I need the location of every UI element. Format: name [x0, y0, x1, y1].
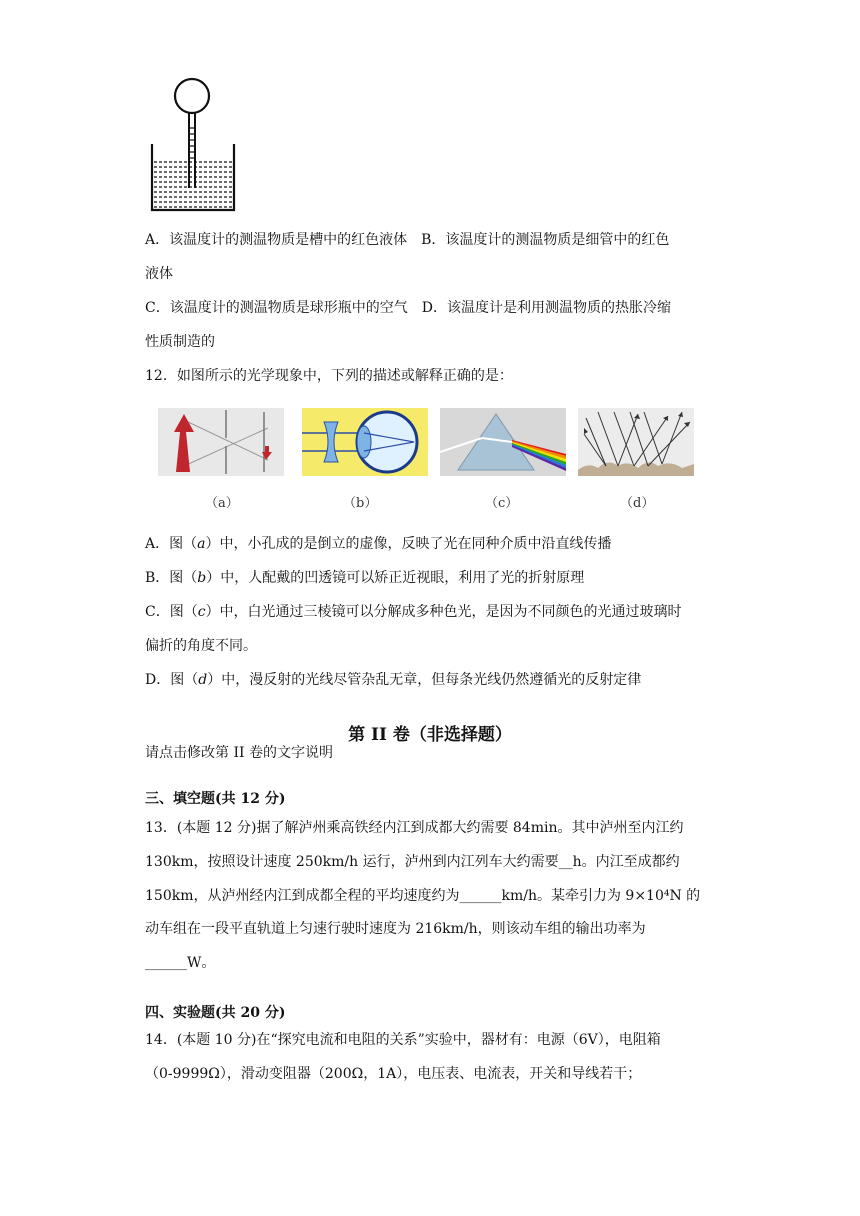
q13-line1: 13．(本题 12 分)据了解泸州乘高铁经内江到成都大约需要 84min。其中泸州至内江约: [145, 820, 684, 836]
q12-option-b: [145, 568, 584, 588]
q11-option-b: B．该温度计的测温物质是细管中的红色: [421, 232, 670, 248]
thermometer-figure: [148, 76, 240, 214]
figure-c-prism: [440, 408, 566, 476]
q14-line1: 14．(本题 10 分)在“探究电流和电阻的关系”实验中，器材有：电源（6V），电阻箱: [145, 1032, 661, 1048]
q12-option-c-pre: C．图（: [145, 604, 198, 620]
section4-heading: 四、实验题(共 20 分): [145, 1005, 286, 1021]
q12-option-d-pre: D．图（: [145, 672, 199, 688]
q11-options-cd: [145, 298, 671, 318]
q12-option-c-cont: 偏折的角度不同。: [145, 638, 257, 654]
q12-option-c-letter: c: [197, 604, 206, 620]
q12-option-d-post: ）中，漫反射的光线尽管杂乱无章，但每条光线仍然遵循光的反射定律: [207, 672, 642, 688]
q11-option-c: C．该温度计的测温物质是球形瓶中的空气: [145, 300, 408, 316]
q12-option-b-letter: b: [197, 570, 207, 586]
figure-a-pinhole: [158, 408, 284, 476]
q12-option-a-letter: a: [197, 536, 206, 552]
q14-line2: （0-9999Ω），滑动变阻器（200Ω，1A），电压表、电流表，开关和导线若干；: [145, 1066, 642, 1082]
part2-title: 第 II 卷（非选择题）: [348, 725, 512, 745]
q12-option-d: [145, 670, 641, 690]
q12-option-a: [145, 534, 611, 554]
caption-b: （b）: [343, 496, 378, 511]
figure-b-concave-lens-eye: [302, 408, 428, 476]
caption-c: （c）: [485, 496, 519, 511]
q12-option-b-post: ）中，人配戴的凹透镜可以矫正近视眼，利用了光的折射原理: [206, 570, 585, 586]
q11-option-b-cont: 液体: [145, 266, 173, 282]
part2-note: 请点击修改第 II 卷的文字说明: [145, 745, 333, 761]
q13-line5: ______W。: [145, 955, 216, 971]
q12-stem: 12．如图所示的光学现象中，下列的描述或解释正确的是：: [145, 368, 513, 384]
q12-option-d-letter: d: [198, 672, 208, 688]
q13-line3: 150km，从泸州经内江到成都全程的平均速度约为______km/h。某牵引力为 9×10⁴N 的: [145, 888, 701, 904]
caption-d: （d）: [620, 496, 655, 511]
section3-heading: 三、填空题(共 12 分): [145, 791, 286, 807]
q12-option-a-pre: A．图（: [145, 536, 198, 552]
q13-line2: 130km，按照设计速度 250km/h 运行，泸州到内江列车大约需要__h。内江至成都约: [145, 854, 680, 870]
q11-option-d: D．该温度计是利用测温物质的热胀冷缩: [421, 300, 671, 316]
caption-a: （a）: [205, 496, 239, 511]
q11-option-d-cont: 性质制造的: [145, 334, 215, 350]
q12-option-c: [145, 602, 682, 622]
q12-option-b-pre: B．图（: [145, 570, 198, 586]
q11-option-a: A．该温度计的测温物质是槽中的红色液体: [145, 232, 408, 248]
figure-d-diffuse-reflection: [578, 408, 694, 476]
q12-option-c-post: ）中，白光通过三棱镜可以分解成多种色光，是因为不同颜色的光通过玻璃时: [205, 604, 682, 620]
q11-options-ab: [145, 230, 669, 250]
q12-option-a-post: ）中，小孔成的是倒立的虚像，反映了光在同种介质中沿直线传播: [205, 536, 612, 552]
q13-line4: 动车组在一段平直轨道上匀速行驶时速度为 216km/h，则该动车组的输出功率为: [145, 921, 646, 937]
